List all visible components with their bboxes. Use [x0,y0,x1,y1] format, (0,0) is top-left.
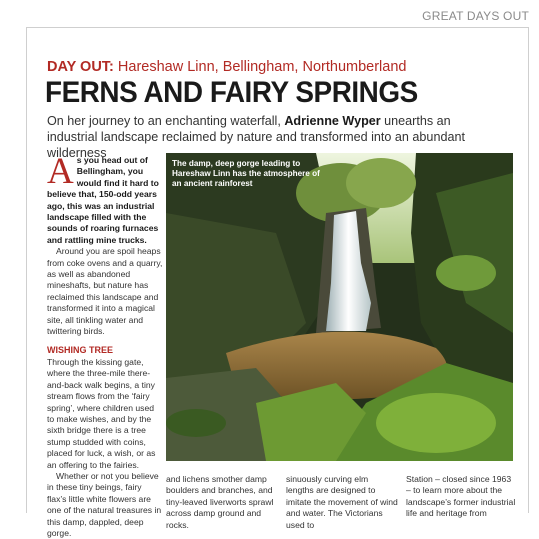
body-paragraph: Whether or not you believe in these tiny beings, fairy flax’s little white flowers are one of the natural treasures in this damp, dappled, deep gorge. [47,470,162,538]
body-paragraph: sinuously curving elm lengths are designed to imitate the movement of wind and water. The Victorians used to [286,474,398,530]
body-column-2 [166,474,278,530]
kicker-label: DAY OUT: [47,59,114,75]
standfirst-after: unearths an industrial landscape reclaimed by nature and transformed into an abundant wilderness [47,114,465,160]
kicker-place: Hareshaw Linn, Bellingham, Northumberland [117,59,407,75]
waterfall-photo-illustration [166,153,513,461]
author-name: Adrienne Wyper [284,114,381,128]
right-rule [528,27,529,513]
subhead-wishing-tree: WISHING TREE [47,344,114,355]
body-paragraph: Through the kissing gate, where the three-mile there-and-back walk begins, a tiny stream flows from the ‘fairy spring’, where children used to make wishes, and by the sixth bridge there is a tree stump studded with coins, placed for luck, a wish, or as an offering to the fairies. [47,356,156,470]
waterfall-photo [166,153,513,461]
lead-paragraph: s you head out of Bellingham, you would find it hard to believe that, 150-odd years ago, this was an industrial landscape filled with the sounds of roaring furnaces and rattling mine trucks. [47,155,159,245]
headline: FERNS AND FAIRY SPRINGS [45,76,418,109]
left-rule [26,27,27,513]
top-rule [26,27,529,28]
kicker [47,59,406,75]
body-column-3 [286,474,398,530]
section-label: GREAT DAYS OUT [422,9,529,23]
body-column-4 [406,474,518,519]
body-paragraph: Around you are spoil heaps from coke ovens and a quarry, as well as abandoned mineshafts, but nature has reclaimed this landscape and transformed it into a magical site, all tinkling water and twittering birds. [47,246,163,337]
photo-caption: The damp, deep gorge leading to Hareshaw Linn has the atmosphere of an ancient rainforest [172,159,320,189]
body-paragraph: Station – closed since 1963 – to learn more about the landscape’s former industrial life and heritage from [406,474,516,519]
body-column-1 [47,151,163,538]
body-paragraph: and lichens smother damp boulders and branches, and tiny-leaved liverworts sprawl across damp ground and rocks. [166,474,274,530]
standfirst-before: On her journey to an enchanting waterfall, [47,114,285,128]
drop-cap: A [47,151,74,192]
